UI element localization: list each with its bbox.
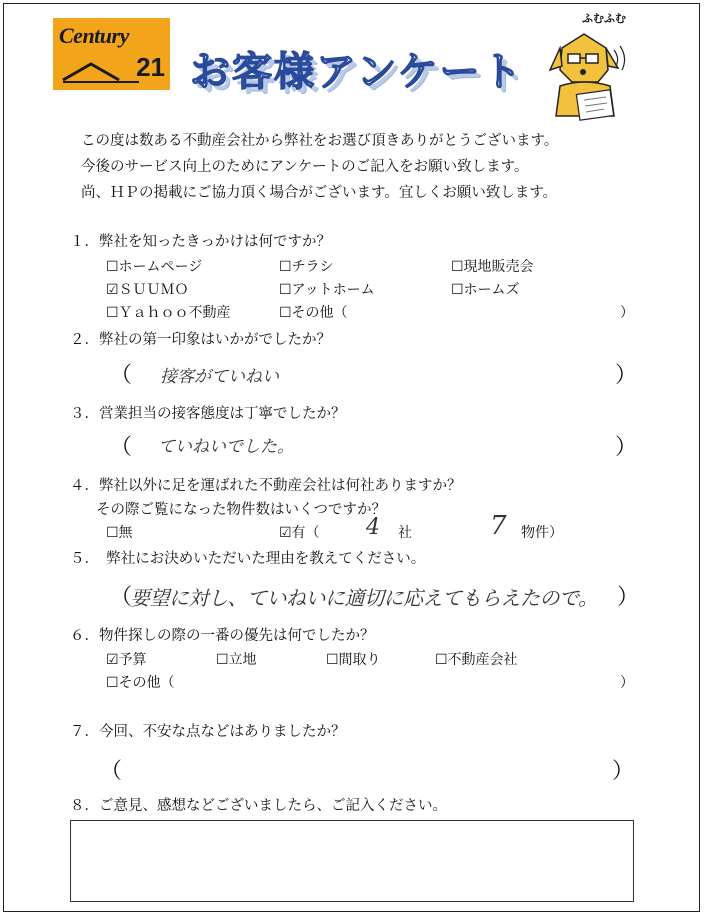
q1-option-open-house[interactable]: ☐現地販売会 [451, 259, 534, 275]
question-5: ５． 弊社にお決めいただいた理由を教えてください。 [70, 551, 426, 567]
q1-option-homes[interactable]: ☐ホームズ [451, 282, 520, 298]
q6-option-layout[interactable]: ☐間取り [326, 652, 381, 668]
q3-handwritten-answer[interactable]: ていねいでした。 [158, 437, 294, 457]
q6-option-other[interactable]: ☐その他（ [106, 675, 175, 691]
logo-brand: Century [59, 23, 129, 48]
question-2: ２．弊社の第一印象はいかがでしたか？ [70, 332, 331, 348]
q4-property-count[interactable]: 7 [490, 511, 507, 541]
question-7: ７．今回、不安な点などはありましたか？ [70, 724, 346, 740]
question-4b: その際ご覧になった物件数はいくつですか？ [96, 502, 386, 518]
intro-line-2: 今後のサービス向上のためにアンケートのご記入をお願い致します。 [81, 159, 529, 175]
question-3: ３．営業担当の接客態度は丁寧でしたか？ [70, 406, 346, 422]
mascot-caption: ふむふむ [582, 12, 626, 25]
intro-line-1: この度は数ある不動産会社から弊社をお選び頂きありがとうございます。 [81, 133, 559, 149]
q1-option-suumo[interactable]: ☑ＳＵＵＭＯ [106, 282, 189, 298]
q2-handwritten-answer[interactable]: 接客がていねい [160, 367, 279, 387]
q6-other-close: ） [620, 675, 634, 691]
q1-option-yahoo[interactable]: ☐Ｙａｈｏｏ不動産 [106, 305, 231, 321]
page-title: お客様アンケート [190, 49, 524, 95]
q4-company-unit: 社 [398, 525, 412, 541]
q1-option-homepage[interactable]: ☐ホームページ [106, 259, 203, 275]
q7-open-paren: （ [100, 759, 123, 784]
q5-open-paren: （ [110, 585, 133, 610]
intro-line-3: 尚、ＨＰの掲載にご協力頂く場合がございます。宜しくお願い致します。 [81, 185, 558, 201]
question-6: ６．物件探しの際の一番の優先は何でしたか？ [70, 628, 375, 644]
question-1: １．弊社を知ったきっかけは何ですか？ [70, 234, 331, 250]
q6-option-budget[interactable]: ☑予算 [106, 652, 147, 668]
q5-handwritten-answer[interactable]: 要望に対し、ていねいに適切に応えてもらえたので。 [130, 586, 598, 610]
q4-company-count[interactable]: 4 [366, 515, 380, 540]
q4-property-unit: 物件） [521, 525, 563, 541]
mascot-illustration [540, 8, 640, 128]
q3-close-paren: ） [615, 435, 638, 460]
q1-other-close: ） [620, 305, 634, 321]
q1-option-athome[interactable]: ☐アットホーム [279, 282, 375, 298]
q2-open-paren: （ [110, 363, 133, 388]
q4-option-yes[interactable]: ☑有（ [279, 525, 320, 541]
q2-close-paren: ） [615, 363, 638, 388]
q1-option-flyer[interactable]: ☐チラシ [279, 259, 334, 275]
q1-option-other[interactable]: ☐その他（ [279, 305, 348, 321]
q4-option-none[interactable]: ☐無 [106, 525, 133, 541]
logo-number: 21 [136, 52, 165, 82]
century21-logo [53, 18, 170, 90]
q7-close-paren: ） [612, 759, 635, 784]
question-4: ４．弊社以外に足を運ばれた不動産会社は何社ありますか？ [70, 478, 462, 494]
q6-option-location[interactable]: ☐立地 [216, 652, 257, 668]
q3-open-paren: （ [110, 435, 133, 460]
mascot-dog-icon [540, 20, 640, 140]
q6-option-agency[interactable]: ☐不動産会社 [435, 652, 518, 668]
house-roof-icon [61, 60, 141, 84]
q5-close-paren: ） [617, 585, 640, 610]
question-8: ８．ご意見、感想などございましたら、ご記入ください。 [70, 798, 447, 814]
q8-comment-box[interactable] [70, 820, 634, 902]
